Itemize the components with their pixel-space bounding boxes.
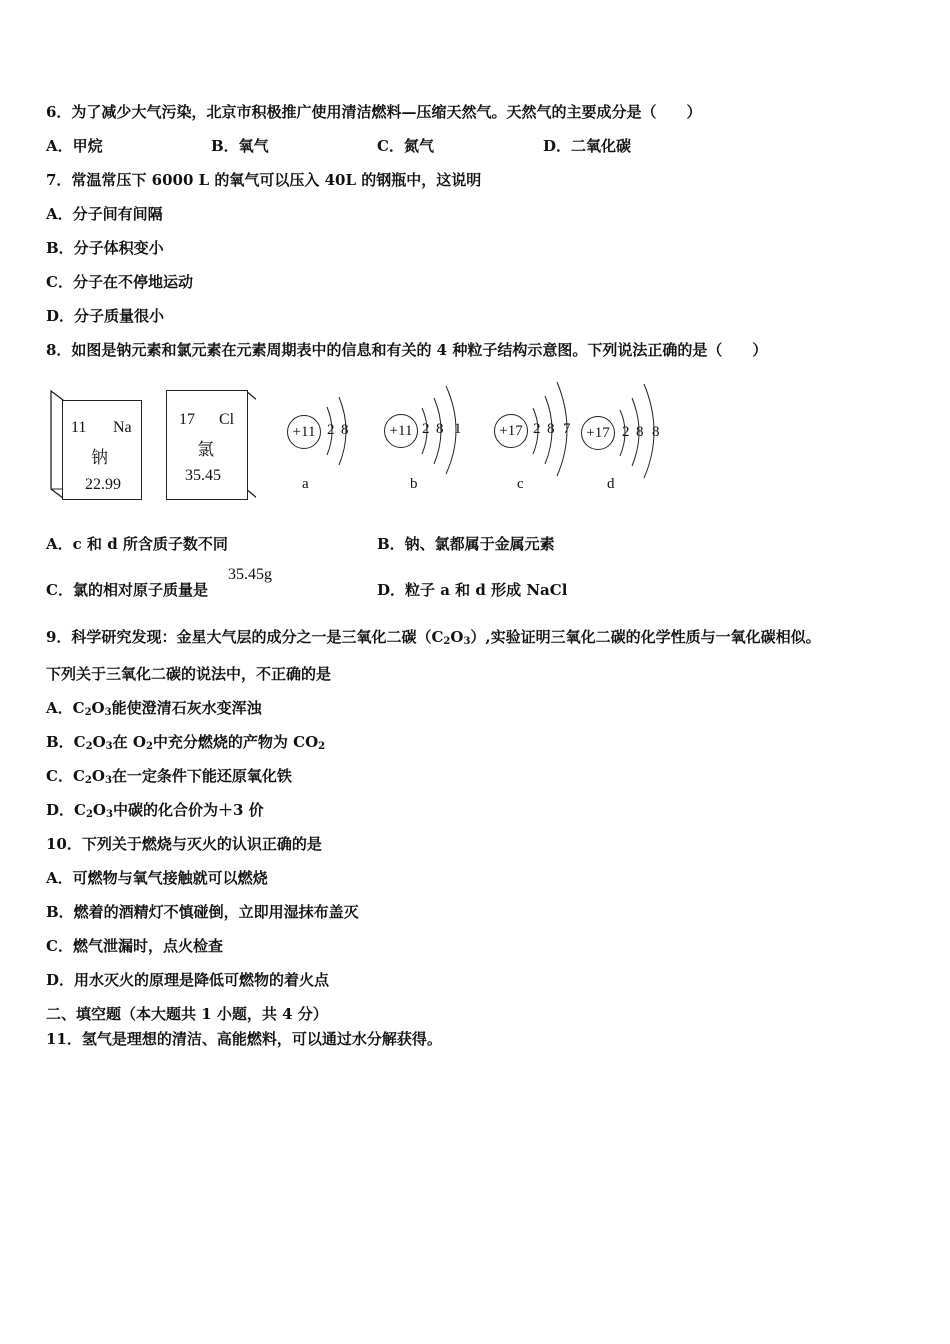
tile-symbol: Na [113, 419, 132, 436]
tile-front [166, 390, 248, 500]
tile-element-name: 钠 [91, 448, 108, 467]
tile-front [62, 400, 142, 500]
shell-1-count: 2 [533, 421, 541, 437]
periodic-tile-cl [166, 390, 258, 500]
shell-1-count: 2 [622, 424, 630, 440]
shell-1-count: 2 [327, 422, 335, 438]
q10-option-d: D．用水灭火的原理是降低可燃物的着火点 [46, 971, 330, 989]
q9-stem: 9．科学研究发现：金星大气层的成分之一是三氧化二碳$(C_2O_3)$,实验证明三氧化二碳的化学性质与一氧化碳相似。 [46, 628, 821, 647]
section-heading: 二、填空题（本大题共 1 小题，共 4 分） [46, 1005, 328, 1023]
q7-option-c: C．分子在不停地运动 [46, 273, 193, 291]
shell-2-count: 8 [341, 422, 349, 438]
q8-option-a: A．c 和 d 所含质子数不同 [46, 535, 228, 553]
atom-nucleus: +11 [384, 414, 418, 448]
q10-stem: 10．下列关于燃烧与灭火的认识正确的是 [46, 835, 322, 853]
q6-option-d: D．二氧化碳 [543, 137, 632, 155]
atom-nucleus: +17 [581, 416, 615, 450]
tile-atomic-mass: 35.45 [185, 467, 221, 484]
atom-structure-d [580, 376, 670, 495]
q9-option-c: C．$C_2O_3$在一定条件下能还原氧化铁 [46, 767, 292, 786]
q7-option-d: D．分子质量很小 [46, 307, 165, 325]
q7-stem: 7．常温常压下 6000 L 的氧气可以压入 40L 的钢瓶中，这说明 [46, 171, 482, 189]
q6-option-c: C．氮气 [377, 137, 434, 155]
tile-symbol: Cl [219, 411, 235, 428]
atom-label: a [302, 476, 309, 492]
tile-atomic-number: 17 [179, 411, 195, 428]
q6-stem: 6．为了减少大气污染，北京市积极推广使用清洁燃料—压缩天然气。天然气的主要成分是（ ） [46, 103, 702, 121]
shell-2-count: 8 [436, 421, 444, 437]
shell-3-count: 1 [454, 421, 462, 437]
tile-atomic-mass: 22.99 [85, 476, 121, 493]
q8-option-d: D．粒子 a 和 d 形成 NaCl [377, 581, 568, 599]
q6-option-a: A．甲烷 [46, 137, 103, 155]
atom-label: b [410, 476, 418, 492]
tile-element-name: 氯 [197, 440, 214, 459]
q9-option-b: B．$C_2O_3$在 $O_2$中充分燃烧的产物为 $CO_2$ [46, 733, 326, 752]
shell-2-count: 8 [547, 421, 555, 437]
electron-shell-arcs [285, 385, 365, 475]
shell-3-count: 7 [563, 421, 571, 437]
periodic-tile-na [50, 390, 142, 500]
q7-option-b: B．分子体积变小 [46, 239, 164, 257]
q10-option-b: B．燃着的酒精灯不慎碰倒，立即用湿抹布盖灭 [46, 903, 359, 921]
atom-structure-b [382, 380, 472, 495]
shell-1-count: 2 [422, 421, 430, 437]
tile-atomic-number: 11 [71, 419, 87, 436]
atom-structure-a [285, 385, 365, 495]
q10-option-c: C．燃气泄漏时，点火检查 [46, 937, 223, 955]
atom-structure-c [493, 376, 583, 495]
q7-option-a: A．分子间有间隔 [46, 205, 163, 223]
atom-label: d [607, 476, 615, 492]
q8-option-c: C．氯的相对原子质量是 [46, 581, 208, 599]
q9-option-a: A．$C_2O_3$能使澄清石灰水变浑浊 [46, 699, 262, 718]
q8-option-b: B．钠、氯都属于金属元素 [377, 535, 555, 553]
q8-option-c-value: 35.45g [228, 566, 272, 583]
q6-option-b: B．氧气 [211, 137, 269, 155]
q9-option-d: D．$C_2O_3$中碳的化合价为＋3 价 [46, 801, 264, 820]
atom-label: c [517, 476, 524, 492]
q10-option-a: A．可燃物与氧气接触就可以燃烧 [46, 869, 268, 887]
shell-3-count: 8 [652, 424, 660, 440]
q8-stem: 8．如图是钠元素和氯元素在元素周期表中的信息和有关的 4 种粒子结构示意图。下列说法正确的是（ ） [46, 341, 768, 359]
atom-nucleus: +11 [287, 415, 321, 449]
q11-stem: 11．氢气是理想的清洁、高能燃料，可以通过水分解获得。 [46, 1030, 442, 1048]
shell-2-count: 8 [636, 424, 644, 440]
atom-nucleus: +17 [494, 414, 528, 448]
q9-stem-line2: 下列关于三氧化二碳的说法中，不正确的是 [46, 665, 332, 683]
